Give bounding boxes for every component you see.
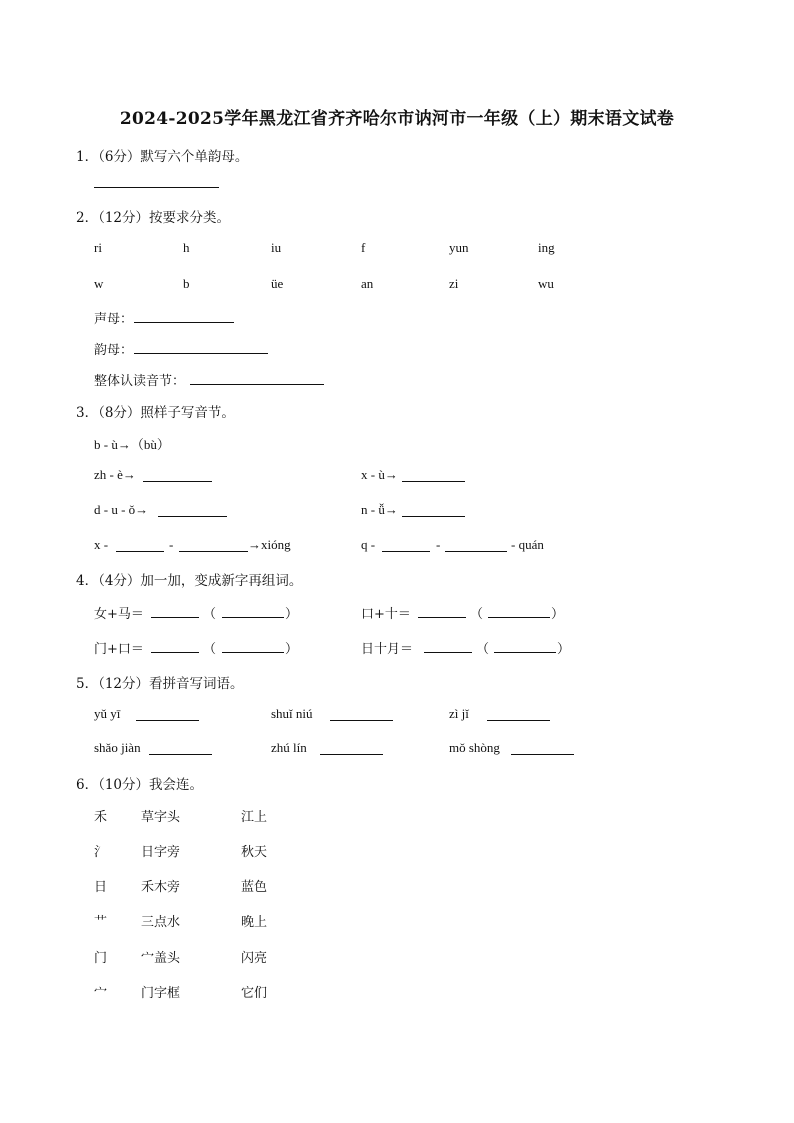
q2-pinyin-r1-5: yun [449, 240, 469, 255]
q6-word-1[interactable]: 江上 [241, 810, 268, 825]
q4-item-a-char-line[interactable] [151, 617, 199, 618]
q6-radical-6[interactable]: 宀 [94, 986, 108, 1001]
q2-pinyin-r2-2: b [183, 276, 190, 291]
q5-line-5[interactable] [320, 754, 383, 755]
q5-pinyin-4: shǎo jiàn [94, 740, 141, 755]
q6-radical-4[interactable]: 艹 [94, 915, 108, 930]
q5-line-2[interactable] [330, 720, 393, 721]
q6-word-2[interactable]: 秋天 [241, 845, 268, 860]
q4-item-c-char-line[interactable] [151, 652, 199, 653]
q5-line-4[interactable] [149, 754, 212, 755]
q6-word-6[interactable]: 它们 [241, 986, 268, 1001]
q4-item-a-lparen: （ [203, 607, 217, 622]
q4-item-a-word-line[interactable] [222, 617, 284, 618]
q6-word-4[interactable]: 晚上 [241, 915, 268, 930]
q5-line-1[interactable] [136, 720, 199, 721]
q2-pinyin-r2-4: an [361, 276, 374, 291]
q2-pinyin-r1-2: h [183, 240, 190, 255]
q6-radical-1[interactable]: 禾 [94, 810, 108, 825]
q3-item-e-part1: x - [94, 537, 109, 552]
q3-item-b-line[interactable] [402, 481, 465, 482]
q2-pinyin-r2-3: üe [271, 276, 284, 291]
question-1-stem: 1．（6分）默写六个单韵母。 [76, 149, 249, 165]
q6-radical-name-5[interactable]: 宀盖头 [141, 951, 181, 966]
q6-radical-name-3[interactable]: 禾木旁 [141, 880, 181, 895]
q6-word-3[interactable]: 蓝色 [241, 880, 268, 895]
q3-example: b - ù→（bù） [94, 437, 170, 452]
q4-item-b-char-line[interactable] [418, 617, 466, 618]
q4-item-c: 门+口＝ [94, 642, 144, 657]
q5-pinyin-2: shuǐ niú [271, 706, 313, 721]
q4-item-c-word-line[interactable] [222, 652, 284, 653]
q3-item-f-part2: - [436, 537, 441, 552]
q3-item-d: n - ǚ→ [361, 502, 398, 517]
q3-item-e-part3: →xióng [248, 537, 291, 552]
q3-item-d-line[interactable] [402, 516, 465, 517]
q3-item-c-line[interactable] [158, 516, 227, 517]
q5-line-6[interactable] [511, 754, 574, 755]
q4-item-a: 女+马＝ [94, 607, 144, 622]
q5-line-3[interactable] [487, 720, 550, 721]
q4-item-c-rparen: ） [285, 642, 299, 657]
q2-pinyin-r1-6: ing [538, 240, 555, 255]
q2-zhengti-line[interactable] [190, 384, 324, 385]
q1-answer-line[interactable] [94, 187, 219, 188]
q6-word-5[interactable]: 闪亮 [241, 951, 268, 966]
q4-item-d-char-line[interactable] [424, 652, 472, 653]
question-2-stem: 2．（12分）按要求分类。 [76, 210, 231, 226]
q3-item-e-line1[interactable] [116, 551, 164, 552]
q2-yunmu-line[interactable] [134, 353, 268, 354]
q4-item-d-lparen: （ [476, 642, 490, 657]
q2-pinyin-r2-5: zi [449, 276, 459, 291]
q5-pinyin-3: zì jǐ [449, 706, 469, 721]
q2-pinyin-r2-1: w [94, 276, 104, 291]
q3-item-c: d - u - ǒ→ [94, 502, 149, 517]
q4-item-b-rparen: ） [551, 607, 565, 622]
q4-item-b-lparen: （ [470, 607, 484, 622]
q3-item-f-part3: - quán [511, 537, 544, 552]
q2-pinyin-r1-3: iu [271, 240, 282, 255]
q6-radical-name-6[interactable]: 门字框 [141, 986, 181, 1001]
q4-item-b-word-line[interactable] [488, 617, 550, 618]
q2-shengmu-label: 声母： [94, 312, 134, 327]
q2-pinyin-r1-4: f [361, 240, 366, 255]
q6-radical-3[interactable]: 日 [94, 880, 108, 895]
question-4-stem: 4．（4分）加一加，变成新字再组词。 [76, 573, 303, 589]
q5-pinyin-1: yǔ yī [94, 706, 121, 721]
q3-item-f-line2[interactable] [445, 551, 507, 552]
question-3-stem: 3．（8分）照样子写音节。 [76, 405, 235, 421]
q4-item-d: 日十月＝ [361, 642, 414, 657]
q2-zhengti-label: 整体认读音节： [94, 374, 186, 389]
q2-pinyin-r1-1: ri [94, 240, 102, 255]
q5-pinyin-5: zhú lín [271, 740, 307, 755]
q6-radical-name-2[interactable]: 日字旁 [141, 845, 181, 860]
q3-item-b: x - ù→ [361, 467, 398, 482]
q3-item-f-part1: q - [361, 537, 376, 552]
question-5-stem: 5．（12分）看拼音写词语。 [76, 676, 244, 692]
q3-item-a-line[interactable] [143, 481, 212, 482]
q2-shengmu-line[interactable] [134, 322, 234, 323]
q6-radical-2[interactable]: 氵 [94, 845, 108, 860]
q4-item-c-lparen: （ [203, 642, 217, 657]
q4-item-d-word-line[interactable] [494, 652, 556, 653]
q4-item-a-rparen: ） [285, 607, 299, 622]
q3-item-f-line1[interactable] [382, 551, 430, 552]
question-6-stem: 6．（10分）我会连。 [76, 777, 204, 793]
q2-yunmu-label: 韵母： [94, 343, 134, 358]
q4-item-b: 口+十＝ [361, 607, 411, 622]
q2-pinyin-r2-6: wu [538, 276, 554, 291]
q5-pinyin-6: mǒ shòng [449, 740, 500, 755]
q3-item-e-line2[interactable] [179, 551, 248, 552]
q6-radical-name-1[interactable]: 草字头 [141, 810, 181, 825]
page-title: 2024-2025学年黑龙江省齐齐哈尔市讷河市一年级（上）期末语文试卷 [119, 109, 675, 129]
q3-item-a: zh - è→ [94, 467, 136, 482]
q4-item-d-rparen: ） [557, 642, 571, 657]
q6-radical-5[interactable]: 门 [94, 951, 108, 966]
q6-radical-name-4[interactable]: 三点水 [141, 915, 181, 930]
q3-item-e-part2: - [169, 537, 174, 552]
